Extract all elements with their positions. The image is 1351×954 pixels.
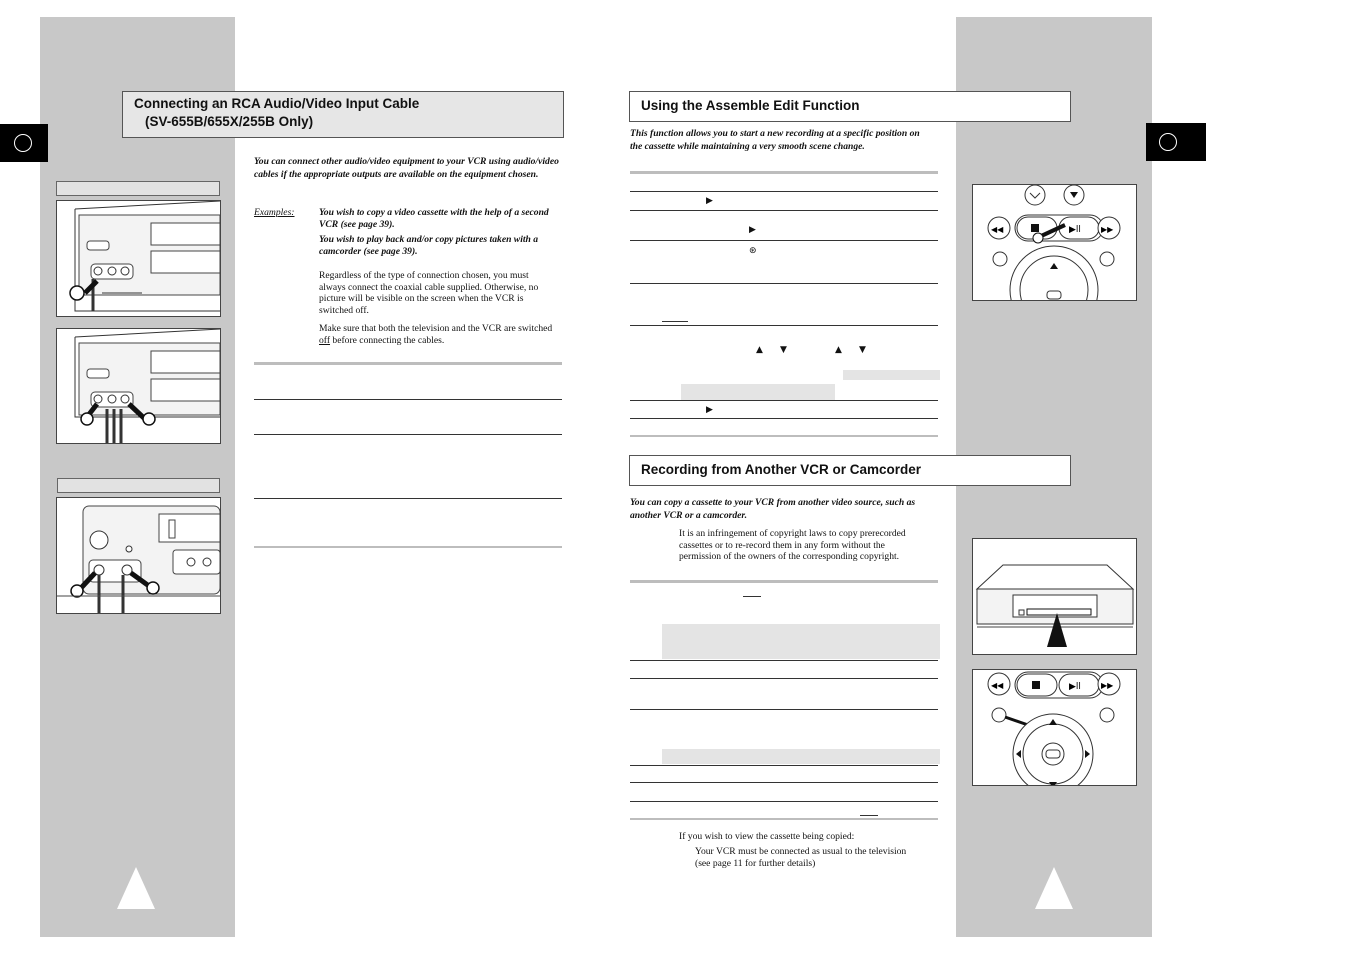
underline-mark bbox=[860, 815, 878, 816]
left-divider bbox=[254, 498, 562, 499]
svg-text:▶▶: ▶▶ bbox=[1101, 225, 1114, 234]
example-1-text: You wish to copy a video cassette with the help of a second VCR (see page 39). bbox=[319, 207, 549, 230]
vcr-cassette-slot-illustration bbox=[972, 538, 1137, 655]
left-divider bbox=[254, 399, 562, 400]
svg-text:◀◀: ◀◀ bbox=[991, 225, 1004, 234]
left-section-heading bbox=[122, 91, 564, 138]
svg-text:▶▶: ▶▶ bbox=[1101, 681, 1114, 690]
up-arrow-icon: ▲ bbox=[835, 345, 842, 355]
assemble-divider bbox=[630, 325, 938, 326]
assemble-divider bbox=[630, 283, 938, 284]
model-label-bar bbox=[57, 478, 220, 493]
assemble-divider-thick bbox=[630, 435, 938, 437]
coaxial-note-text: Regardless of the type of connection chosen, you must always connect the coaxial cable supplied. Otherwise, no picture will be visible on the screen when the VCR is switched off. bbox=[319, 270, 539, 317]
play-icon: ▶ bbox=[706, 196, 713, 206]
right-language-tab bbox=[1146, 123, 1206, 161]
assemble-divider bbox=[630, 240, 938, 241]
note-shading bbox=[681, 384, 835, 400]
assemble-divider bbox=[630, 210, 938, 211]
svg-text:▶ll: ▶ll bbox=[1069, 225, 1081, 235]
play-icon: ▶ bbox=[749, 225, 756, 235]
left-language-tab bbox=[0, 124, 48, 162]
switch-off-note-text: Make sure that both the television and the VCR are switched off before connecting the cables. bbox=[319, 323, 553, 346]
assemble-divider bbox=[630, 418, 938, 419]
recording-divider bbox=[630, 765, 938, 766]
vcr-front-panel-illustration bbox=[56, 200, 221, 317]
round-button-icon: ⊛ bbox=[749, 246, 757, 256]
recording-divider bbox=[630, 801, 938, 802]
assemble-divider bbox=[630, 191, 938, 192]
left-divider-thick bbox=[254, 546, 562, 548]
recording-divider-thick bbox=[630, 818, 938, 820]
assemble-edit-heading: Using the Assemble Edit Function bbox=[629, 91, 1071, 122]
example-2-text: You wish to play back and/or copy pictures taken with a camcorder (see page 39). bbox=[319, 234, 539, 257]
heading-line-1: Connecting an RCA Audio/Video Input Cable bbox=[134, 96, 420, 111]
left-divider-thick bbox=[254, 362, 562, 365]
assemble-intro-text: This function allows you to start a new recording at a specific position on the cassette while maintaining a very smooth scene change. bbox=[630, 128, 920, 152]
note-shading bbox=[843, 370, 940, 380]
down-arrow-icon: ▼ bbox=[859, 345, 866, 355]
circle-icon bbox=[1159, 133, 1177, 151]
left-intro-text: You can connect other audio/video equipment to your VCR using audio/video cables if the appropriate outputs are available on the equipment chosen. bbox=[254, 156, 559, 180]
play-icon: ▶ bbox=[706, 405, 713, 415]
recording-heading: Recording from Another VCR or Camcorder bbox=[629, 455, 1071, 486]
copyright-note-text: It is an infringement of copyright laws to copy prerecorded cassettes or to re-record them in any form without the permission of the owners of the corresponding copyright. bbox=[679, 528, 906, 563]
underline-mark bbox=[743, 596, 761, 597]
right-page-triangle-icon bbox=[1035, 867, 1073, 909]
recording-divider bbox=[630, 709, 938, 710]
recording-intro-text: You can copy a cassette to your VCR from another video source, such as another VCR or a camcorder. bbox=[630, 497, 916, 521]
heading-line-2: (SV-655B/655X/255B Only) bbox=[145, 114, 314, 129]
vcr-av-input-illustration bbox=[56, 328, 221, 444]
recording-divider bbox=[630, 782, 938, 783]
underline-mark bbox=[662, 321, 688, 322]
left-page-margin-band bbox=[40, 17, 235, 937]
view-cassette-note: If you wish to view the cassette being copied: bbox=[679, 831, 855, 842]
view-cassette-subnote: Your VCR must be connected as usual to the television (see page 11 for further details) bbox=[695, 846, 907, 869]
remote-control-illustration bbox=[972, 669, 1137, 786]
up-arrow-icon: ▲ bbox=[756, 345, 763, 355]
left-page-triangle-icon bbox=[117, 867, 155, 909]
circle-icon bbox=[14, 134, 32, 152]
note-shading bbox=[662, 624, 940, 659]
assemble-divider bbox=[630, 400, 938, 401]
svg-text:◀◀: ◀◀ bbox=[991, 681, 1004, 690]
left-divider bbox=[254, 434, 562, 435]
recording-divider bbox=[630, 660, 938, 661]
vcr-front-input-illustration bbox=[56, 497, 221, 614]
down-arrow-icon: ▼ bbox=[780, 345, 787, 355]
recording-divider bbox=[630, 678, 938, 679]
remote-control-illustration bbox=[972, 184, 1137, 301]
note-shading bbox=[662, 749, 940, 764]
model-label-bar bbox=[56, 181, 220, 196]
examples-label: Examples: bbox=[254, 207, 295, 218]
assemble-divider-thick bbox=[630, 171, 938, 174]
svg-text:▶ll: ▶ll bbox=[1069, 682, 1081, 692]
recording-divider-thick bbox=[630, 580, 938, 583]
